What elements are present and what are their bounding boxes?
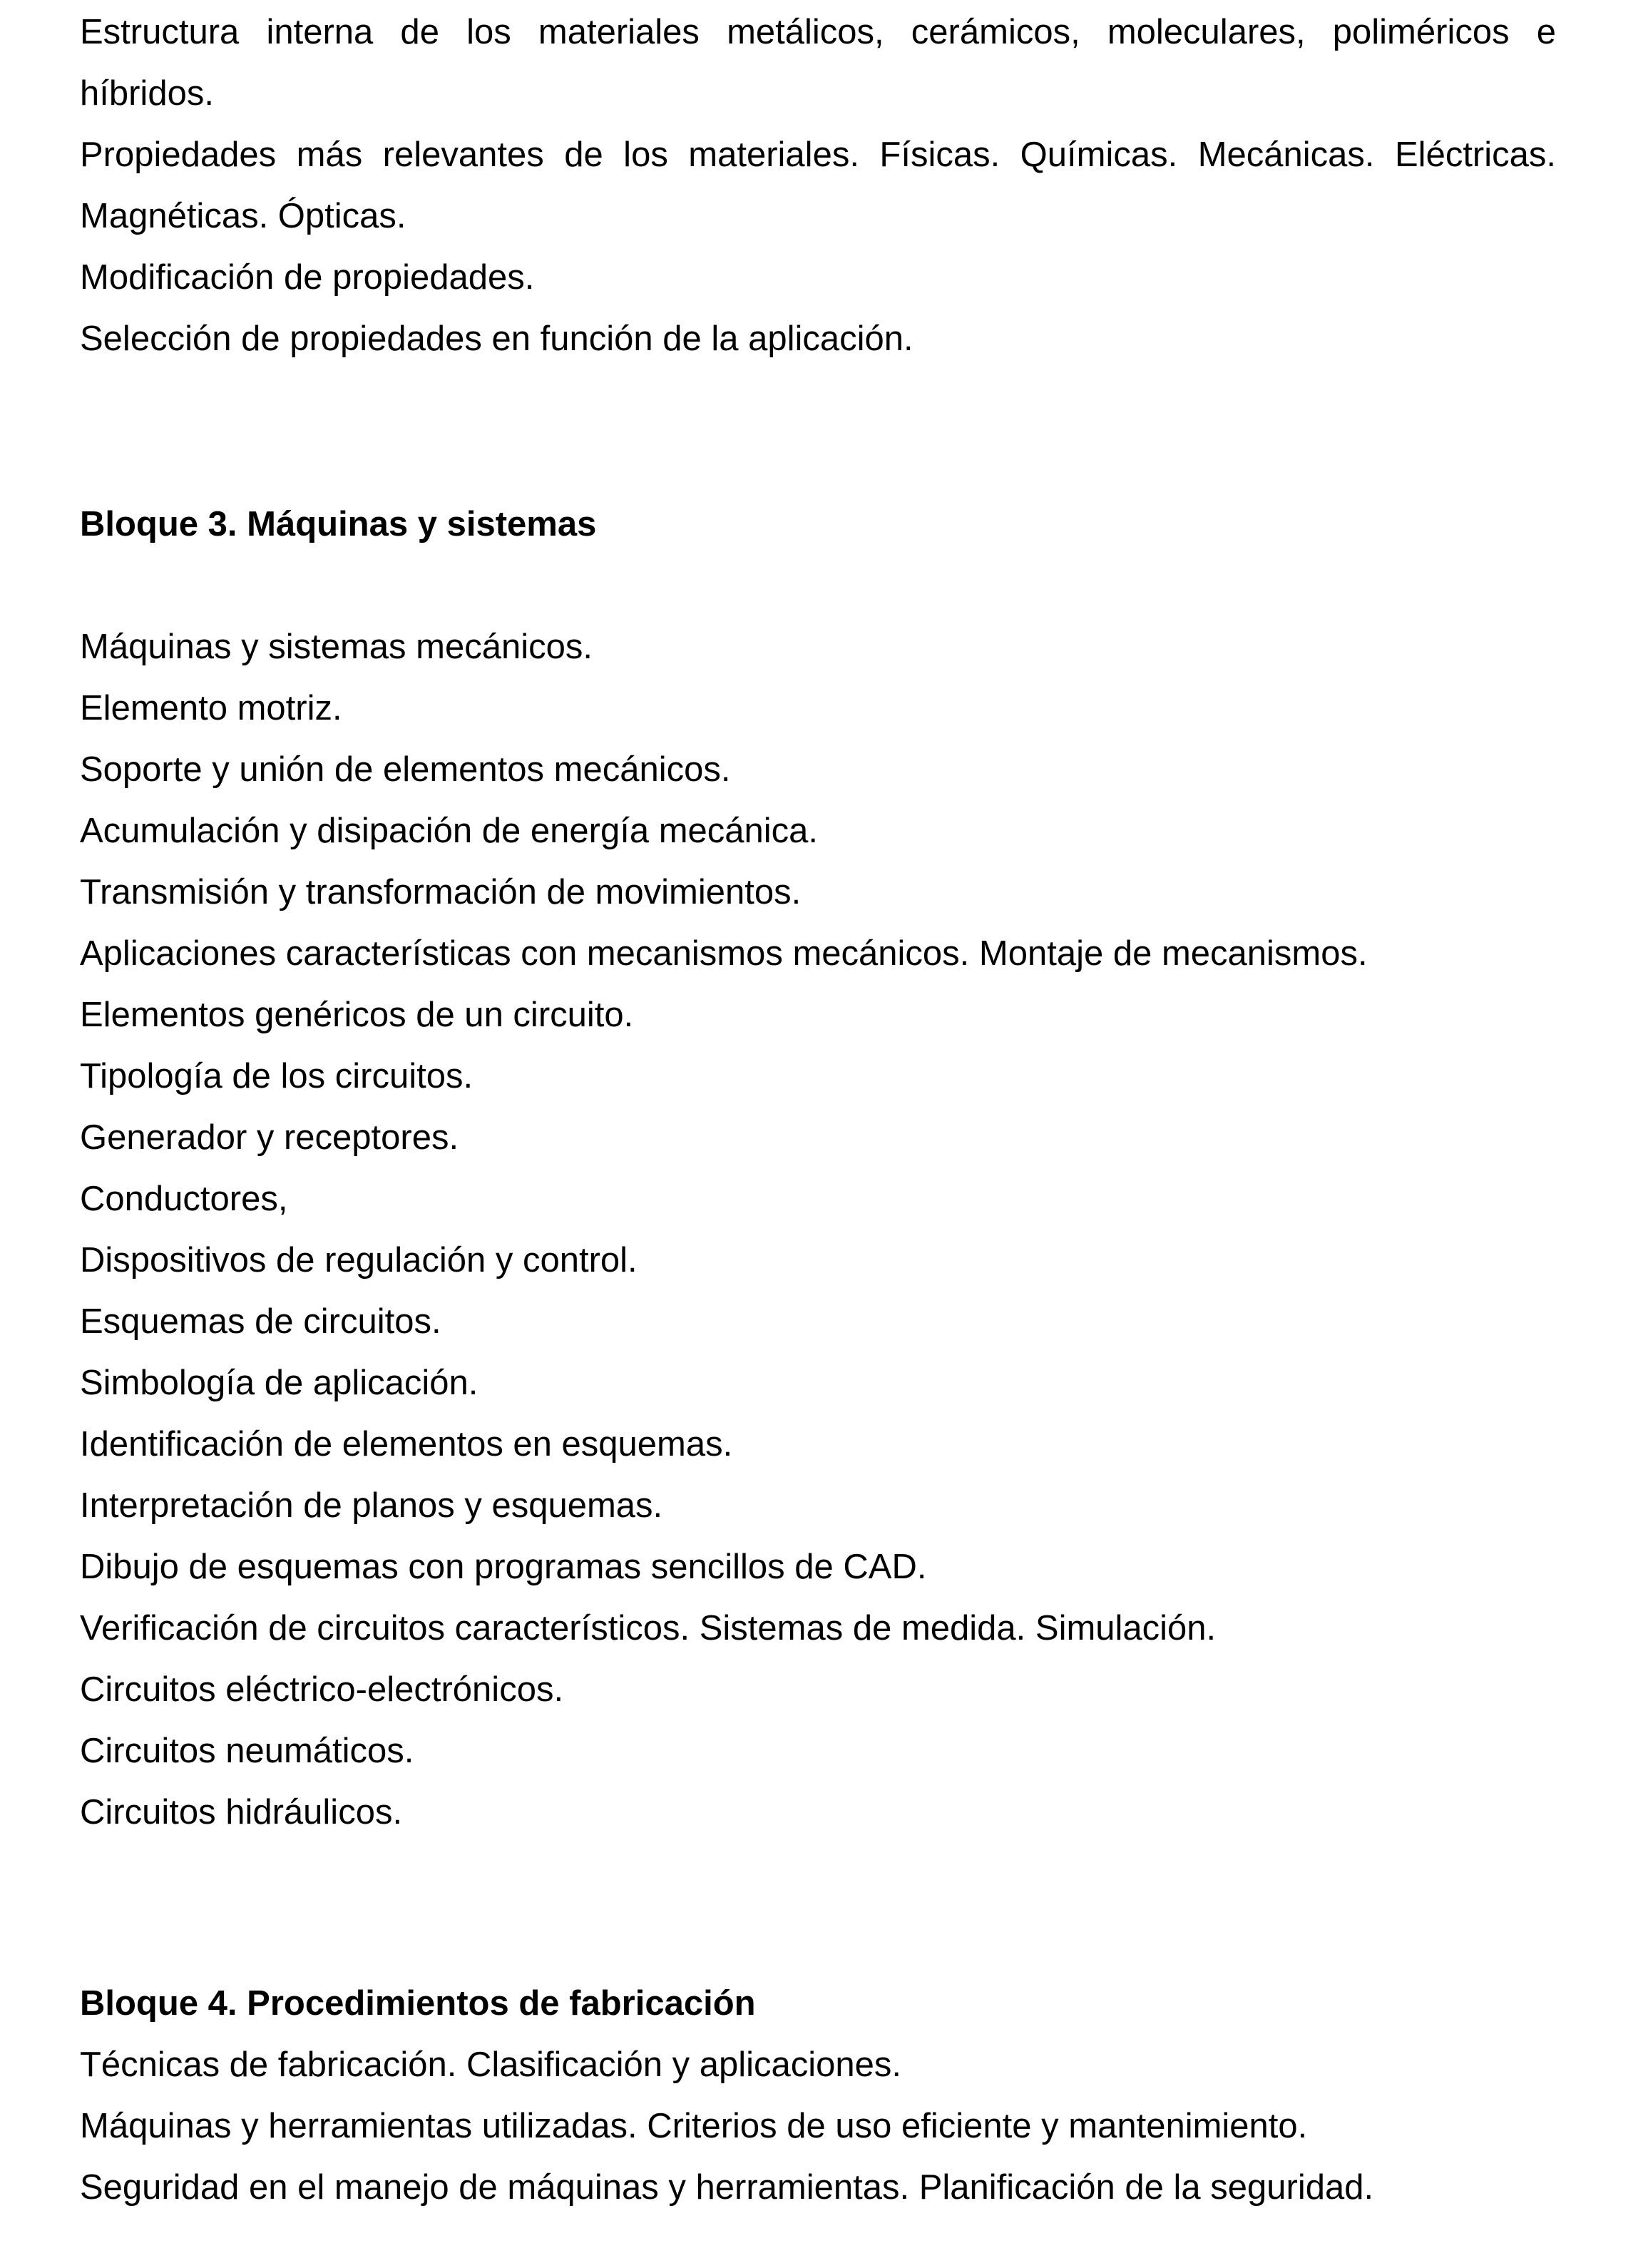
paragraph-line: Modificación de propiedades.: [80, 258, 535, 297]
paragraph-line: Propiedades más relevantes de los materiales. Físicas. Químicas. Mecánicas. Eléctricas.: [80, 136, 1556, 174]
list-item: Máquinas y sistemas mecánicos.: [80, 628, 593, 666]
list-item: Esquemas de circuitos.: [80, 1302, 441, 1341]
list-item: Soporte y unión de elementos mecánicos.: [80, 750, 731, 789]
list-item: Transmisión y transformación de movimientos.: [80, 873, 802, 911]
list-item: Identificación de elementos en esquemas.: [80, 1425, 733, 1464]
list-item: Máquinas y herramientas utilizadas. Criterios de uso eficiente y mantenimiento.: [80, 2107, 1308, 2145]
block2-tail: [80, 1, 1556, 369]
block4-heading: Bloque 4. Procedimientos de fabricación: [80, 1984, 756, 2023]
list-item: Tipología de los circuitos.: [80, 1057, 474, 1095]
list-item: Circuitos neumáticos.: [80, 1732, 414, 1770]
list-item: Circuitos hidráulicos.: [80, 1793, 403, 1832]
list-item: Dispositivos de regulación y control.: [80, 1241, 638, 1279]
block3-list: [80, 616, 1556, 1843]
list-item: Dibujo de esquemas con programas sencillos de CAD.: [80, 1548, 927, 1586]
paragraph-line: Estructura interna de los materiales metálicos, cerámicos, moleculares, poliméricos e: [80, 13, 1556, 51]
block3-heading: Bloque 3. Máquinas y sistemas: [80, 505, 597, 543]
list-item: Seguridad en el manejo de máquinas y herramientas. Planificación de la seguridad.: [80, 2168, 1374, 2207]
list-item: Elementos genéricos de un circuito.: [80, 996, 634, 1034]
paragraph-line: híbridos.: [80, 74, 214, 113]
paragraph-line: Magnéticas. Ópticas.: [80, 197, 406, 235]
list-item: Interpretación de planos y esquemas.: [80, 1486, 663, 1525]
list-item: Técnicas de fabricación. Clasificación y aplicaciones.: [80, 2045, 902, 2084]
list-item: Aplicaciones características con mecanismos mecánicos. Montaje de mecanismos.: [80, 934, 1368, 973]
list-item: Elemento motriz.: [80, 689, 342, 727]
list-item: Acumulación y disipación de energía mecánica.: [80, 812, 819, 850]
list-item: Simbología de aplicación.: [80, 1364, 478, 1402]
paragraph-line: Selección de propiedades en función de la aplicación.: [80, 320, 913, 358]
list-item: Conductores,: [80, 1180, 288, 1218]
list-item: Verificación de circuitos característicos. Sistemas de medida. Simulación.: [80, 1609, 1217, 1648]
list-item: Generador y receptores.: [80, 1118, 459, 1157]
list-item: Circuitos eléctrico-electrónicos.: [80, 1670, 564, 1709]
block4-list: [80, 2034, 1556, 2218]
